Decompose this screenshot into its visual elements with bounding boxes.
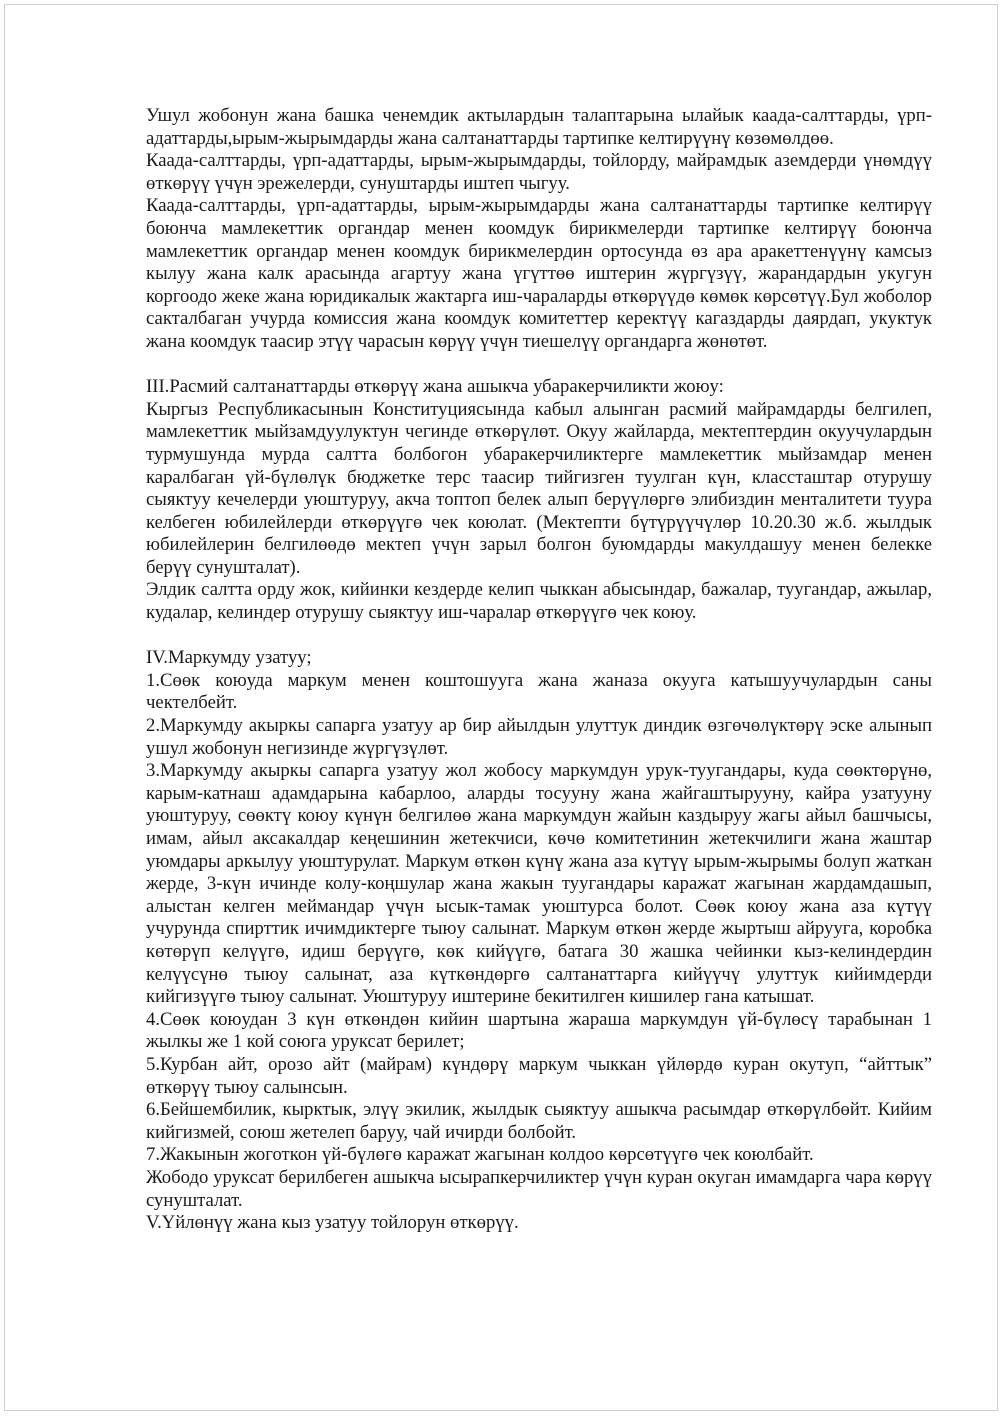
paragraph: Каада-салттарды, үрп-адаттарды, ырым-жырымдарды, тойлорду, майрамдык аземдерди үнөмдүү өткөрүү үчүн эрежелерди, сунуштарды иштеп чыгуу. bbox=[146, 150, 932, 194]
document-page bbox=[4, 4, 998, 1411]
section-heading: V.Үйлөнүү жана кыз узатуу тойлорун өткөрүү. bbox=[146, 1212, 519, 1234]
document-body bbox=[146, 105, 932, 1235]
paragraph: Кыргыз Республикасынын Конституциясында кабыл алынган расмий майрамдарды белгилеп, мамлекеттик мыйзамдуулуктун чегинде өткөрүлөт. Окуу жайларда, мектептердин окуучулардын турмушунда мурда салтта болбогон убаракерчиликтерге мамлекеттик мыйзамдар менен каралбаган үй-бүлөлүк бюджетке терс таасир тийгизген туулган күн, классташтар отурушу сыяктуу кечелерди уюштуруу, акча топтоп белек алып берүүлөргө элибиздин менталитети туура келбеген юбилейлерди өткөрүүгө чек коюлат. (Мектепти бүтүрүүчүлөр 10.20.30 ж.б. жылдык юбилейлерин белгилөөдө мектеп үчүн зарыл болгон буюмдарды макулдашуу менен белекке берүү сунушталат). bbox=[146, 398, 932, 578]
paragraph-gap bbox=[146, 625, 932, 648]
section-heading: IV.Маркумду узатуу; bbox=[146, 647, 312, 669]
list-item: 3.Маркумду акыркы сапарга узатуу жол жобосу маркумдун урук-туугандары, куда сөөктөрүнө, карым-катнаш адамдарына кабарлоо, аларды тосууну жана жайгаштырууну, кайра узатууну уюштуруу, сөөктү коюу күнүн белгилөө жана маркумдун жайын каздыруу жагы айыл башчысы, имам, айыл аксакалдар кеңешинин жетекчиси, көчө комитетинин жетекчилиги жана жаштар уюмдары аркылуу уюштурулат. Маркум өткөн күнү жана аза күтүү ырым-жырымы болуп жаткан жерде, 3-күн ичинде колу-коңшулар жана жакын туугандары каражат жагынан жардамдашып, алыстан келген меймандар үчүн ысык-тамак уюштурса болот. Сөөк коюу жана аза күтүү учурунда спирттик ичимдиктерге тыюу салынат. Маркум өткөн жерде жыртыш айрууга, коробка көтөрүп келүүгө, идиш берүүгө, көк кийүүгө, батага 30 жашка чейинки кыз-келиндердин келүүсүнө тыюу салынат, аза күткөндөргө салтанаттарга кийүүчү улуттук кийимдерди кийгизүүгө тыюу салынат. Уюштуруу иштерине бекитилген кишилер гана катышат. bbox=[146, 760, 932, 1008]
paragraph-gap bbox=[146, 354, 932, 377]
section-heading: III.Расмий салтанаттарды өткөрүү жана ашыкча убаракерчиликти жоюу: bbox=[146, 376, 724, 398]
list-item: 7.Жакынын жоготкон үй-бүлөгө каражат жагынан колдоо көрсөтүүгө чек коюлбайт. bbox=[146, 1144, 814, 1166]
paragraph: Жободо уруксат берилбеген ашыкча ысырапкерчиликтер үчүн куран окуган имамдарга чара көрүү сунушталат. bbox=[146, 1166, 932, 1211]
paragraph: Каада-салттарды, үрп-адаттарды, ырым-жырымдарды жана салтанаттарды тартипке келтирүү боюнча мамлекеттик органдар менен коомдук бирикмелерди тартипке келтирүү боюнча мамлекеттик органдар менен коомдук бирикмелердин ортосунда өз ара аракеттенүүнү камсыз кылуу жана калк арасында агартуу жана үгүттөө иштерин жүргүзүү, жарандардын укугун коргоодо жеке жана юридикалык жактарга иш-чараларды өткөрүүдө көмөк көрсөтүү.Бул жоболор сакталбаган учурда комиссия жана коомдук комитеттер керектүү кагаздарды даярдап, укуктук жана коомдук таасир этүү чарасын көрүү үчүн тиешелүү органдарга жөнөтөт. bbox=[146, 195, 932, 352]
list-item: 1.Сөөк коюуда маркум менен коштошууга жана жаназа окууга катышуучулардын саны чектелбейт. bbox=[146, 669, 932, 714]
list-item: 5.Курбан айт, орозо айт (майрам) күндөрү маркум чыккан үйлөрдө куран окутуп, “айттык” өткөрүү тыюу салынсын. bbox=[146, 1053, 932, 1098]
paragraph: Ушул жобонун жана башка ченемдик актылардын талаптарына ылайык каада-салттарды, үрп-адаттарды,ырым-жырымдарды жана салтанаттарды тартипке келтирүүнү көзөмөлдөө. bbox=[146, 105, 932, 149]
list-item: 6.Бейшембилик, кырктык, элүү экилик, жылдык сыяктуу ашыкча расымдар өткөрүлбөйт. Кийим кийгизмей, союш жетелеп баруу, чай ичирди болбойт. bbox=[146, 1099, 932, 1143]
list-item: 4.Сөөк коюудан 3 күн өткөндөн кийин шартына жараша маркумдун үй-бүлөсү тарабынан 1 жылкы же 1 кой союга уруксат берилет; bbox=[146, 1008, 932, 1053]
paragraph: Элдик салтта орду жок, кийинки кездерде келип чыккан абысындар, бажалар, туугандар, ажылар, кудалар, келиндер отурушу сыяктуу иш-чаралар өткөрүүгө чек коюу. bbox=[146, 579, 932, 624]
list-item: 2.Маркумду акыркы сапарга узатуу ар бир айылдын улуттук диндик өзгөчөлүктөрү эске алынып ушул жобонун негизинде жүргүзүлөт. bbox=[146, 715, 932, 759]
